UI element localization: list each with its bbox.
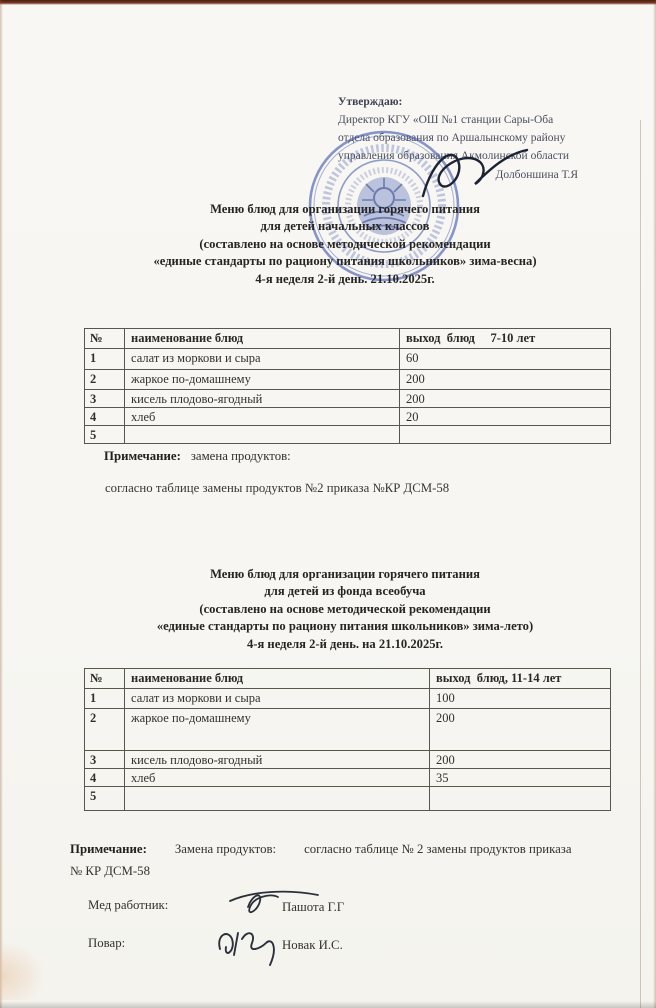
med-worker-name: Пашота Г.Г: [282, 900, 345, 914]
menu2-title-line5: 4-я неделя 2-й день. на 21.10.2025г.: [246, 636, 443, 651]
menu1-note: [104, 449, 291, 464]
menu2-title-line2: для детей из фонда всеобуча: [264, 584, 426, 599]
menu2-title-line3: (составлено на основе методической рекомендации: [199, 601, 491, 616]
footer-note-part2: согласно таблице № 2 замены продуктов приказа: [304, 842, 572, 856]
approval-line-3: отдела образования по Аршалынскому району: [338, 132, 566, 144]
dish-name: жаркое по-домашнему: [125, 709, 430, 751]
menu1-title-line5: 4-я неделя 2-й день. 21.10.2025г.: [255, 271, 435, 286]
row-number: 5: [85, 787, 125, 811]
footer-note-label: Примечание:: [70, 842, 147, 856]
dish-name: хлеб: [125, 408, 400, 426]
col-header-output: выход блюд, 11-14 лет: [430, 669, 611, 689]
dish-output: 200: [400, 390, 611, 408]
menu2-title-line4: «единые стандарты по рациону питания школьников» зима-лето): [156, 619, 534, 634]
col-header-number: №: [85, 669, 125, 689]
row-number: 4: [85, 408, 125, 426]
dish-name: жаркое по-домашнему: [125, 370, 400, 390]
table-row: [85, 426, 611, 444]
table-row: [85, 370, 611, 390]
menu1-title-line4: «единые стандарты по рациону питания школьников» зима-весна): [153, 254, 537, 269]
table-row: [85, 769, 611, 787]
dish-output: 20: [400, 408, 611, 426]
col-header-output: выход блюд 7-10 лет: [400, 329, 611, 349]
dish-output: 200: [400, 370, 611, 390]
menu2-title: [40, 566, 650, 653]
row-number: 2: [85, 370, 125, 390]
table-row: [85, 709, 611, 751]
table-header-row: [85, 669, 611, 689]
footer-note-part1: Замена продуктов:: [174, 842, 277, 856]
dish-name: кисель плодово-ягодный: [125, 390, 400, 408]
scan-edge-left: [0, 0, 3, 1008]
dish-name: [125, 787, 430, 811]
table-row: [85, 349, 611, 370]
footer-note: [70, 838, 610, 882]
cook-name: Новак И.С.: [282, 938, 343, 952]
row-number: 5: [85, 426, 125, 444]
col-header-dish: наименование блюд: [125, 669, 430, 689]
dish-output: [400, 426, 611, 444]
dish-name: салат из моркови и сыра: [125, 349, 400, 370]
menu1-note-line2: согласно таблице замены продуктов №2 приказа №КР ДСМ-58: [105, 481, 450, 495]
row-number: 3: [85, 390, 125, 408]
dish-output: 200: [430, 751, 611, 769]
col-header-number: №: [85, 329, 125, 349]
menu1-title-line3: (составлено на основе методической рекомендации: [199, 236, 491, 251]
row-number: 3: [85, 751, 125, 769]
med-worker-label: Мед работник:: [88, 898, 169, 912]
row-number: 4: [85, 769, 125, 787]
dish-output: [430, 787, 611, 811]
dish-output: 100: [430, 689, 611, 709]
dish-name: салат из моркови и сыра: [125, 689, 430, 709]
footer-note-line2: № КР ДСМ-58: [70, 864, 150, 878]
scan-blot: [0, 940, 46, 1000]
approval-label: Утверждаю:: [338, 96, 403, 108]
row-number: 1: [85, 349, 125, 370]
dish-name: [125, 426, 400, 444]
approval-line-2: Директор КГУ «ОШ №1 станции Сары-Оба: [338, 114, 554, 126]
table-row: [85, 689, 611, 709]
menu1-title: [40, 201, 650, 288]
table-row: [85, 390, 611, 408]
col-header-dish: наименование блюд: [125, 329, 400, 349]
table-row: [85, 787, 611, 811]
note-text: замена продуктов:: [190, 449, 291, 463]
scan-edge-top: [0, 0, 656, 5]
approval-signer-name: Долбоншина Т.Я: [495, 169, 578, 181]
scan-edge-bottom: [0, 1001, 656, 1008]
dish-name: хлеб: [125, 769, 430, 787]
table-row: [85, 408, 611, 426]
dish-output: 60: [400, 349, 611, 370]
row-number: 1: [85, 689, 125, 709]
note-label: Примечание:: [104, 449, 181, 463]
menu2-table: [84, 668, 611, 811]
dish-name: кисель плодово-ягодный: [125, 751, 430, 769]
row-number: 2: [85, 709, 125, 751]
table-row: [85, 751, 611, 769]
dish-output: 35: [430, 769, 611, 787]
menu1-title-line2: для детей начальных классов: [260, 219, 430, 234]
menu1-table: [84, 328, 611, 444]
approval-line-4: управления образования Акмолинской области: [338, 150, 570, 162]
menu1-title-line1: Меню блюд для организации горячего питания: [210, 202, 480, 216]
dish-output: 200: [430, 709, 611, 751]
table-header-row: [85, 329, 611, 349]
menu2-title-line1: Меню блюд для организации горячего питания: [210, 567, 480, 581]
cook-label: Повар:: [88, 936, 126, 950]
